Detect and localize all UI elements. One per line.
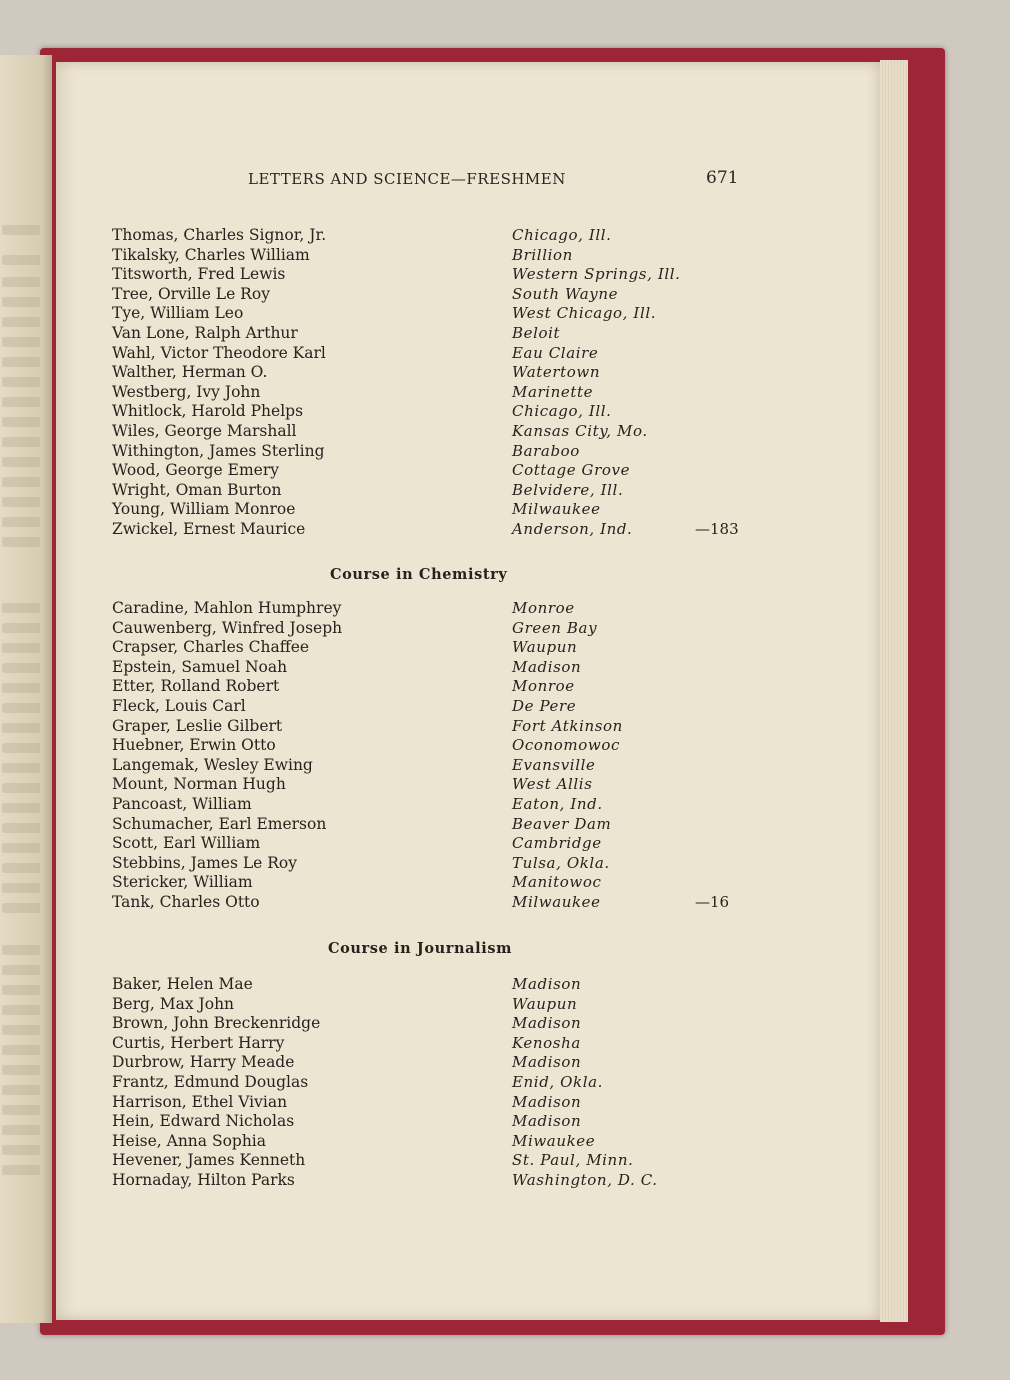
hometown: Monroe: [512, 599, 575, 617]
student-name: Baker, Helen Mae: [112, 975, 253, 993]
hometown: Evansville: [512, 755, 596, 774]
bleed-through-mark: [2, 457, 40, 467]
bleed-through-mark: [2, 603, 40, 613]
bleed-through-mark: [2, 803, 40, 813]
student-entry: [112, 756, 752, 776]
student-name: Tree, Orville Le Roy: [112, 284, 270, 303]
student-entry: [112, 995, 752, 1015]
student-entry: [112, 500, 752, 520]
page-edges: [880, 60, 908, 1322]
bleed-through-mark: [2, 277, 40, 287]
hometown: Madison: [512, 1014, 582, 1033]
bleed-through-mark: [2, 397, 40, 407]
hometown: Cottage Grove: [512, 461, 631, 480]
hometown: Marinette: [512, 382, 594, 401]
bleed-through-mark: [2, 643, 40, 653]
bleed-through-mark: [2, 883, 40, 893]
student-name: Whitlock, Harold Phelps: [112, 402, 304, 421]
student-entry: [112, 834, 752, 854]
hometown: Tulsa, Okla.: [512, 853, 610, 872]
bleed-through-mark: [2, 663, 40, 673]
bleed-through-mark: [2, 1005, 40, 1015]
facing-page: [0, 55, 52, 1323]
hometown: Beloit: [512, 324, 561, 342]
student-name: Van Lone, Ralph Arthur: [112, 324, 298, 342]
hometown: St. Paul, Minn.: [512, 1151, 634, 1170]
student-name: Tye, William Leo: [112, 304, 244, 323]
hometown: South Wayne: [512, 284, 619, 303]
hometown: Brillion: [512, 245, 573, 264]
hometown: Eaton, Ind.: [512, 795, 603, 813]
bleed-through-mark: [2, 783, 40, 793]
student-name: Walther, Herman O.: [112, 363, 268, 382]
bleed-through-mark: [2, 337, 40, 347]
student-entry: [112, 304, 752, 324]
student-name: Schumacher, Earl Emerson: [112, 814, 327, 833]
bleed-through-mark: [2, 1065, 40, 1075]
student-name: Wahl, Victor Theodore Karl: [112, 343, 326, 362]
student-entry: [112, 520, 752, 540]
student-entry: [112, 697, 752, 717]
hometown: Baraboo: [512, 441, 580, 460]
student-entry: [112, 619, 752, 639]
student-name: Scott, Earl William: [112, 834, 261, 853]
student-entry: [112, 324, 752, 344]
hometown: Belvidere, Ill.: [512, 480, 624, 499]
section-total: —16: [695, 893, 730, 911]
student-name: Durbrow, Harry Meade: [112, 1053, 295, 1072]
section-heading: Course in Chemistry: [330, 566, 508, 583]
section-total: —183: [695, 520, 739, 538]
hometown: Madison: [512, 1092, 582, 1111]
student-entry: [112, 383, 752, 403]
bleed-through-mark: [2, 417, 40, 427]
student-entry: [112, 815, 752, 835]
student-entry: [112, 638, 752, 658]
student-name: Caradine, Mahlon Humphrey: [112, 599, 342, 617]
bleed-through-mark: [2, 1045, 40, 1055]
student-entry: [112, 1014, 752, 1034]
student-entry: [112, 1171, 752, 1191]
student-name: Etter, Rolland Robert: [112, 677, 280, 696]
student-name: Curtis, Herbert Harry: [112, 1033, 285, 1052]
student-entry: [112, 461, 752, 481]
student-name: Langemak, Wesley Ewing: [112, 755, 313, 774]
bleed-through-mark: [2, 763, 40, 773]
student-entry: [112, 442, 752, 462]
bleed-through-mark: [2, 225, 40, 235]
bleed-through-mark: [2, 823, 40, 833]
bleed-through-mark: [2, 985, 40, 995]
bleed-through-mark: [2, 1125, 40, 1135]
bleed-through-mark: [2, 743, 40, 753]
hometown: Green Bay: [512, 618, 598, 637]
student-name: Thomas, Charles Signor, Jr.: [112, 226, 327, 244]
student-entry: [112, 599, 752, 619]
hometown: Beaver Dam: [512, 814, 612, 833]
student-entry: [112, 285, 752, 305]
hometown: Waupun: [512, 638, 578, 657]
hometown: Washington, D. C.: [512, 1171, 658, 1189]
hometown: Western Springs, Ill.: [512, 265, 681, 284]
hometown: Madison: [512, 975, 582, 993]
student-name: Zwickel, Ernest Maurice: [112, 520, 306, 538]
student-name: Westberg, Ivy John: [112, 382, 261, 401]
student-name: Fleck, Louis Carl: [112, 697, 246, 715]
bleed-through-mark: [2, 903, 40, 913]
student-name: Hein, Edward Nicholas: [112, 1112, 295, 1131]
bleed-through-mark: [2, 317, 40, 327]
hometown: Miwaukee: [512, 1131, 596, 1150]
student-name: Wood, George Emery: [112, 461, 279, 480]
student-entry: [112, 775, 752, 795]
student-name: Crapser, Charles Chaffee: [112, 638, 310, 657]
student-entry: [112, 265, 752, 285]
hometown: Watertown: [512, 363, 601, 382]
student-entry: [112, 226, 752, 246]
student-name: Huebner, Erwin Otto: [112, 736, 276, 755]
student-entry: [112, 975, 752, 995]
student-name: Heise, Anna Sophia: [112, 1131, 267, 1150]
student-name: Frantz, Edmund Douglas: [112, 1073, 309, 1091]
hometown: Chicago, Ill.: [512, 226, 612, 244]
page-number: 671: [706, 168, 739, 188]
bleed-through-mark: [2, 1165, 40, 1175]
bleed-through-mark: [2, 863, 40, 873]
student-entry: [112, 873, 752, 893]
bleed-through-mark: [2, 683, 40, 693]
section-heading: Course in Journalism: [328, 940, 513, 957]
hometown: West Allis: [512, 775, 593, 794]
hometown: Oconomowoc: [512, 736, 620, 755]
bleed-through-mark: [2, 437, 40, 447]
student-entry: [112, 1132, 752, 1152]
hometown: Chicago, Ill.: [512, 402, 612, 421]
bleed-through-mark: [2, 1105, 40, 1115]
student-name: Pancoast, William: [112, 795, 252, 813]
bleed-through-mark: [2, 1025, 40, 1035]
student-name: Withington, James Sterling: [112, 441, 325, 460]
student-entry: [112, 344, 752, 364]
student-entry: [112, 422, 752, 442]
hometown: Cambridge: [512, 834, 602, 853]
student-entry: [112, 736, 752, 756]
student-entry: [112, 717, 752, 737]
student-entry: [112, 246, 752, 266]
student-name: Graper, Leslie Gilbert: [112, 716, 283, 735]
bleed-through-mark: [2, 1085, 40, 1095]
student-name: Wiles, George Marshall: [112, 422, 297, 440]
hometown: Eau Claire: [512, 343, 599, 362]
hometown: Waupun: [512, 994, 578, 1013]
student-entry: [112, 1151, 752, 1171]
bleed-through-mark: [2, 537, 40, 547]
student-entry: [112, 677, 752, 697]
running-header: LETTERS AND SCIENCE—FRESHMEN: [248, 170, 566, 188]
student-entry: [112, 795, 752, 815]
hometown: Manitowoc: [512, 873, 602, 892]
hometown: Enid, Okla.: [512, 1073, 604, 1091]
hometown: West Chicago, Ill.: [512, 304, 657, 323]
hometown: Kansas City, Mo.: [512, 422, 648, 440]
student-name: Berg, Max John: [112, 994, 235, 1013]
student-name: Stebbins, James Le Roy: [112, 853, 297, 872]
hometown: Madison: [512, 1112, 582, 1131]
hometown: Monroe: [512, 677, 575, 696]
hometown: Madison: [512, 657, 582, 676]
student-entry: [112, 893, 752, 913]
bleed-through-mark: [2, 497, 40, 507]
student-entry: [112, 854, 752, 874]
student-name: Brown, John Breckenridge: [112, 1014, 321, 1033]
student-name: Mount, Norman Hugh: [112, 775, 286, 794]
bleed-through-mark: [2, 843, 40, 853]
bleed-through-mark: [2, 517, 40, 527]
bleed-through-mark: [2, 965, 40, 975]
hometown: Milwaukee: [512, 500, 601, 519]
student-name: Hornaday, Hilton Parks: [112, 1171, 295, 1189]
hometown: Anderson, Ind.: [512, 520, 633, 538]
bleed-through-mark: [2, 945, 40, 955]
student-name: Tikalsky, Charles William: [112, 245, 310, 264]
student-name: Stericker, William: [112, 873, 253, 892]
student-name: Cauwenberg, Winfred Joseph: [112, 618, 343, 637]
student-name: Harrison, Ethel Vivian: [112, 1092, 288, 1111]
hometown: Kenosha: [512, 1033, 581, 1052]
student-entry: [112, 481, 752, 501]
hometown: Fort Atkinson: [512, 716, 623, 735]
bleed-through-mark: [2, 703, 40, 713]
hometown: Milwaukee: [512, 893, 601, 911]
student-entry: [112, 1093, 752, 1113]
bleed-through-mark: [2, 357, 40, 367]
bleed-through-mark: [2, 1145, 40, 1155]
student-name: Hevener, James Kenneth: [112, 1151, 306, 1170]
bleed-through-mark: [2, 297, 40, 307]
bleed-through-mark: [2, 623, 40, 633]
student-entry: [112, 1034, 752, 1054]
hometown: Madison: [512, 1053, 582, 1072]
student-name: Wright, Oman Burton: [112, 480, 282, 499]
bleed-through-mark: [2, 255, 40, 265]
student-entry: [112, 1073, 752, 1093]
student-name: Titsworth, Fred Lewis: [112, 265, 286, 284]
bleed-through-mark: [2, 377, 40, 387]
bleed-through-mark: [2, 723, 40, 733]
student-entry: [112, 1112, 752, 1132]
student-entry: [112, 658, 752, 678]
student-entry: [112, 363, 752, 383]
bleed-through-mark: [2, 477, 40, 487]
student-name: Young, William Monroe: [112, 500, 296, 519]
student-name: Tank, Charles Otto: [112, 893, 260, 911]
student-name: Epstein, Samuel Noah: [112, 657, 288, 676]
hometown: De Pere: [512, 697, 577, 715]
student-entry: [112, 402, 752, 422]
student-entry: [112, 1053, 752, 1073]
